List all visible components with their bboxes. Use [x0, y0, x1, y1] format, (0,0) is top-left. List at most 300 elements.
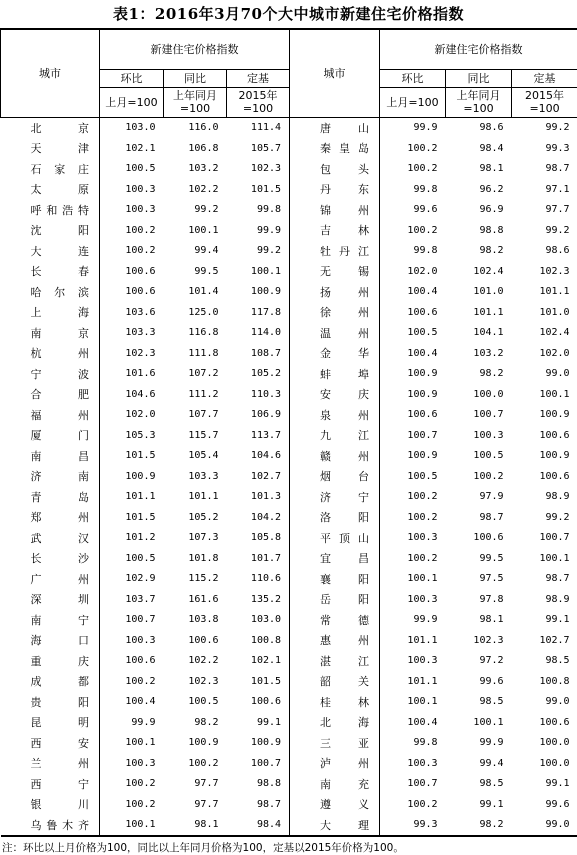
mom-value: 100.9 — [380, 384, 446, 405]
yoy-value: 98.2 — [446, 815, 512, 837]
yoy-value: 97.2 — [446, 651, 512, 672]
city-name: 石家庄 — [1, 159, 100, 180]
fixed-base-value: 111.4 — [227, 117, 290, 138]
mom-value: 100.4 — [100, 692, 164, 713]
yoy-value: 101.1 — [446, 302, 512, 323]
fixed-base-value: 100.6 — [512, 712, 577, 733]
fixed-base-value: 99.2 — [512, 507, 577, 528]
yoy-value: 100.2 — [446, 466, 512, 487]
mom-base-right: 上月=100 — [380, 87, 446, 117]
table-row — [1, 323, 577, 344]
mom-value: 101.5 — [100, 507, 164, 528]
fixed-base-value: 100.1 — [227, 261, 290, 282]
yoy-value: 99.2 — [164, 200, 227, 221]
yoy-value: 115.2 — [164, 569, 227, 590]
table-row — [1, 712, 577, 733]
yoy-value: 99.5 — [164, 261, 227, 282]
fixed-base-value: 97.1 — [512, 179, 577, 200]
mom-value: 101.1 — [380, 630, 446, 651]
fixed-base-value: 101.7 — [227, 548, 290, 569]
city-name: 昆明 — [1, 712, 100, 733]
yoy-value: 98.8 — [446, 220, 512, 241]
yoy-value: 103.8 — [164, 610, 227, 631]
city-name: 长春 — [1, 261, 100, 282]
mom-value: 100.7 — [100, 610, 164, 631]
table-row — [1, 302, 577, 323]
fixed-base-base-right: 2015年=100 — [512, 87, 577, 117]
mom-value: 100.3 — [380, 528, 446, 549]
mom-value: 100.4 — [380, 343, 446, 364]
mom-value: 100.3 — [100, 753, 164, 774]
fixed-base-value: 100.9 — [227, 282, 290, 303]
mom-value: 100.5 — [380, 323, 446, 344]
city-name: 泸州 — [290, 753, 380, 774]
mom-value: 103.0 — [100, 117, 164, 138]
mom-value: 103.6 — [100, 302, 164, 323]
mom-value: 100.3 — [380, 651, 446, 672]
fixed-base-value: 100.1 — [512, 384, 577, 405]
yoy-value: 107.7 — [164, 405, 227, 426]
fixed-base-value: 105.8 — [227, 528, 290, 549]
table-row — [1, 261, 577, 282]
mom-value: 102.1 — [100, 138, 164, 159]
fixed-base-value: 100.8 — [512, 671, 577, 692]
yoy-value: 100.6 — [164, 630, 227, 651]
city-name: 无锡 — [290, 261, 380, 282]
yoy-value: 98.1 — [446, 159, 512, 180]
yoy-value: 99.6 — [446, 671, 512, 692]
mom-value: 99.9 — [380, 610, 446, 631]
mom-value: 99.9 — [380, 117, 446, 138]
mom-value: 100.5 — [100, 159, 164, 180]
city-name: 蚌埠 — [290, 364, 380, 385]
table-row — [1, 220, 577, 241]
mom-value: 100.2 — [380, 507, 446, 528]
city-name: 湛江 — [290, 651, 380, 672]
city-name: 大连 — [1, 241, 100, 262]
mom-value: 100.3 — [100, 630, 164, 651]
yoy-value: 97.5 — [446, 569, 512, 590]
yoy-value: 98.2 — [164, 712, 227, 733]
mom-value: 100.1 — [380, 692, 446, 713]
fixed-base-value: 102.1 — [227, 651, 290, 672]
city-name: 韶关 — [290, 671, 380, 692]
mom-value: 100.5 — [100, 548, 164, 569]
mom-header-right: 环比 — [380, 69, 446, 87]
fixed-base-value: 103.0 — [227, 610, 290, 631]
fixed-base-value: 101.0 — [512, 302, 577, 323]
yoy-value: 101.0 — [446, 282, 512, 303]
city-name: 郑州 — [1, 507, 100, 528]
mom-value: 100.3 — [380, 753, 446, 774]
table-row — [1, 487, 577, 508]
fixed-base-value: 108.7 — [227, 343, 290, 364]
mom-value: 100.6 — [380, 302, 446, 323]
city-name: 西安 — [1, 733, 100, 754]
mom-value: 100.4 — [380, 712, 446, 733]
mom-value: 102.9 — [100, 569, 164, 590]
city-name: 太原 — [1, 179, 100, 200]
yoy-value: 107.3 — [164, 528, 227, 549]
yoy-value: 98.5 — [446, 774, 512, 795]
mom-value: 103.7 — [100, 589, 164, 610]
table-row — [1, 364, 577, 385]
yoy-value: 97.8 — [446, 589, 512, 610]
city-name: 兰州 — [1, 753, 100, 774]
footnote: 注：环比以上月价格为100，同比以上年同月价格为100，定基以2015年价格为100。 — [0, 840, 577, 855]
yoy-value: 100.2 — [164, 753, 227, 774]
fixed-base-value: 100.0 — [512, 753, 577, 774]
table-row — [1, 569, 577, 590]
fixed-base-value: 100.7 — [227, 753, 290, 774]
table-row — [1, 159, 577, 180]
city-name: 烟台 — [290, 466, 380, 487]
yoy-value: 102.2 — [164, 179, 227, 200]
city-name: 吉林 — [290, 220, 380, 241]
fixed-base-header-left: 定基 — [227, 69, 290, 87]
city-name: 大理 — [290, 815, 380, 837]
table-row — [1, 733, 577, 754]
fixed-base-value: 135.2 — [227, 589, 290, 610]
mom-value: 99.8 — [380, 733, 446, 754]
mom-value: 100.7 — [380, 425, 446, 446]
table-row — [1, 425, 577, 446]
mom-value: 100.5 — [380, 466, 446, 487]
yoy-value: 101.8 — [164, 548, 227, 569]
yoy-value: 98.2 — [446, 241, 512, 262]
city-name: 唐山 — [290, 117, 380, 138]
fixed-base-value: 98.9 — [512, 487, 577, 508]
table-row — [1, 384, 577, 405]
yoy-value: 99.4 — [164, 241, 227, 262]
city-name: 哈尔滨 — [1, 282, 100, 303]
mom-value: 100.9 — [100, 466, 164, 487]
yoy-value: 101.1 — [164, 487, 227, 508]
mom-value: 101.1 — [100, 487, 164, 508]
yoy-value: 104.1 — [446, 323, 512, 344]
city-name: 深圳 — [1, 589, 100, 610]
table-row — [1, 446, 577, 467]
fixed-base-value: 100.6 — [512, 425, 577, 446]
table-row — [1, 589, 577, 610]
yoy-value: 103.2 — [446, 343, 512, 364]
city-name: 乌鲁木齐 — [1, 815, 100, 837]
city-name: 天津 — [1, 138, 100, 159]
mom-value: 100.9 — [380, 364, 446, 385]
fixed-base-value: 105.2 — [227, 364, 290, 385]
fixed-base-value: 102.7 — [512, 630, 577, 651]
table-row — [1, 466, 577, 487]
table-row — [1, 671, 577, 692]
fixed-base-value: 102.0 — [512, 343, 577, 364]
fixed-base-value: 99.2 — [512, 117, 577, 138]
fixed-base-value: 117.8 — [227, 302, 290, 323]
table-row — [1, 630, 577, 651]
yoy-value: 116.8 — [164, 323, 227, 344]
city-name: 呼和浩特 — [1, 200, 100, 221]
yoy-value: 101.4 — [164, 282, 227, 303]
mom-value: 100.2 — [380, 138, 446, 159]
city-name: 广州 — [1, 569, 100, 590]
fixed-base-value: 102.7 — [227, 466, 290, 487]
yoy-value: 98.1 — [164, 815, 227, 837]
fixed-base-value: 99.0 — [512, 815, 577, 837]
yoy-value: 103.2 — [164, 159, 227, 180]
yoy-value: 98.6 — [446, 117, 512, 138]
table-row — [1, 200, 577, 221]
fixed-base-value: 100.0 — [512, 733, 577, 754]
yoy-value: 98.1 — [446, 610, 512, 631]
city-name: 武汉 — [1, 528, 100, 549]
table-row — [1, 794, 577, 815]
table-row — [1, 507, 577, 528]
fixed-base-value: 99.0 — [512, 692, 577, 713]
fixed-base-value: 99.6 — [512, 794, 577, 815]
city-column-header-left: 城市 — [1, 29, 100, 117]
city-name: 南宁 — [1, 610, 100, 631]
fixed-base-value: 104.2 — [227, 507, 290, 528]
fixed-base-value: 98.7 — [227, 794, 290, 815]
yoy-value: 102.2 — [164, 651, 227, 672]
table-row — [1, 651, 577, 672]
city-name: 南充 — [290, 774, 380, 795]
yoy-value: 100.1 — [164, 220, 227, 241]
city-name: 温州 — [290, 323, 380, 344]
yoy-value: 100.6 — [446, 528, 512, 549]
city-name: 南昌 — [1, 446, 100, 467]
yoy-value: 111.2 — [164, 384, 227, 405]
city-name: 重庆 — [1, 651, 100, 672]
yoy-value: 98.2 — [446, 364, 512, 385]
city-name: 牡丹江 — [290, 241, 380, 262]
table-row — [1, 815, 577, 837]
table-row — [1, 241, 577, 262]
mom-value: 100.3 — [100, 179, 164, 200]
yoy-value: 99.5 — [446, 548, 512, 569]
table-row — [1, 405, 577, 426]
table-row — [1, 138, 577, 159]
yoy-value: 97.9 — [446, 487, 512, 508]
mom-value: 100.2 — [100, 794, 164, 815]
mom-value: 99.6 — [380, 200, 446, 221]
fixed-base-value: 100.8 — [227, 630, 290, 651]
mom-value: 100.9 — [380, 446, 446, 467]
city-name: 常德 — [290, 610, 380, 631]
city-name: 北海 — [290, 712, 380, 733]
mom-value: 100.2 — [100, 241, 164, 262]
yoy-value: 161.6 — [164, 589, 227, 610]
fixed-base-value: 98.7 — [512, 569, 577, 590]
table-row — [1, 548, 577, 569]
yoy-value: 116.0 — [164, 117, 227, 138]
city-name: 秦皇岛 — [290, 138, 380, 159]
mom-value: 100.2 — [380, 794, 446, 815]
table-title: 表1：2016年3月70个大中城市新建住宅价格指数 — [0, 0, 577, 28]
city-name: 济宁 — [290, 487, 380, 508]
table-body — [1, 117, 577, 836]
mom-value: 102.3 — [100, 343, 164, 364]
city-name: 宜昌 — [290, 548, 380, 569]
fixed-base-value: 99.3 — [512, 138, 577, 159]
yoy-value: 99.9 — [446, 733, 512, 754]
mom-value: 100.2 — [100, 774, 164, 795]
yoy-value: 100.1 — [446, 712, 512, 733]
mom-value: 100.2 — [100, 220, 164, 241]
city-name: 锦州 — [290, 200, 380, 221]
city-name: 桂林 — [290, 692, 380, 713]
fixed-base-value: 110.3 — [227, 384, 290, 405]
yoy-value: 99.4 — [446, 753, 512, 774]
fixed-base-value: 99.0 — [512, 364, 577, 385]
fixed-base-value: 97.7 — [512, 200, 577, 221]
city-name: 南京 — [1, 323, 100, 344]
mom-value: 102.0 — [100, 405, 164, 426]
mom-value: 99.8 — [380, 241, 446, 262]
yoy-value: 111.8 — [164, 343, 227, 364]
mom-value: 100.2 — [380, 159, 446, 180]
mom-value: 100.1 — [100, 733, 164, 754]
city-name: 九江 — [290, 425, 380, 446]
mom-value: 101.2 — [100, 528, 164, 549]
city-name: 赣州 — [290, 446, 380, 467]
fixed-base-value: 104.6 — [227, 446, 290, 467]
city-name: 青岛 — [1, 487, 100, 508]
fixed-base-value: 99.1 — [227, 712, 290, 733]
fixed-base-value: 98.9 — [512, 589, 577, 610]
mom-value: 100.1 — [380, 569, 446, 590]
fixed-base-value: 99.2 — [227, 241, 290, 262]
yoy-value: 96.2 — [446, 179, 512, 200]
mom-value: 100.3 — [380, 589, 446, 610]
yoy-value: 97.7 — [164, 794, 227, 815]
city-name: 长沙 — [1, 548, 100, 569]
fixed-base-value: 99.8 — [227, 200, 290, 221]
mom-value: 100.7 — [380, 774, 446, 795]
yoy-value: 100.5 — [164, 692, 227, 713]
table-row — [1, 774, 577, 795]
table-row — [1, 692, 577, 713]
city-name: 岳阳 — [290, 589, 380, 610]
fixed-base-value: 102.4 — [512, 323, 577, 344]
table-row — [1, 753, 577, 774]
index-group-header-left: 新建住宅价格指数 — [100, 29, 290, 69]
fixed-base-value: 99.9 — [227, 220, 290, 241]
city-name: 济南 — [1, 466, 100, 487]
city-column-header-right: 城市 — [290, 29, 380, 117]
city-name: 西宁 — [1, 774, 100, 795]
fixed-base-value: 100.1 — [512, 548, 577, 569]
fixed-base-value: 98.4 — [227, 815, 290, 837]
city-name: 沈阳 — [1, 220, 100, 241]
mom-header-left: 环比 — [100, 69, 164, 87]
city-name: 福州 — [1, 405, 100, 426]
yoy-base-left: 上年同月=100 — [164, 87, 227, 117]
fixed-base-value: 102.3 — [227, 159, 290, 180]
mom-value: 101.6 — [100, 364, 164, 385]
yoy-value: 100.7 — [446, 405, 512, 426]
yoy-header-left: 同比 — [164, 69, 227, 87]
city-name: 安庆 — [290, 384, 380, 405]
fixed-base-value: 98.8 — [227, 774, 290, 795]
mom-value: 99.8 — [380, 179, 446, 200]
fixed-base-value: 114.0 — [227, 323, 290, 344]
fixed-base-value: 98.7 — [512, 159, 577, 180]
yoy-value: 105.2 — [164, 507, 227, 528]
yoy-value: 97.7 — [164, 774, 227, 795]
mom-value: 100.6 — [380, 405, 446, 426]
mom-value: 100.6 — [100, 261, 164, 282]
city-name: 厦门 — [1, 425, 100, 446]
yoy-base-right: 上年同月=100 — [446, 87, 512, 117]
fixed-base-value: 101.3 — [227, 487, 290, 508]
table-row — [1, 610, 577, 631]
mom-value: 100.2 — [100, 671, 164, 692]
mom-value: 99.3 — [380, 815, 446, 837]
fixed-base-value: 98.6 — [512, 241, 577, 262]
city-name: 北京 — [1, 117, 100, 138]
fixed-base-value: 101.5 — [227, 671, 290, 692]
city-name: 泉州 — [290, 405, 380, 426]
fixed-base-value: 101.1 — [512, 282, 577, 303]
mom-value: 99.9 — [100, 712, 164, 733]
mom-value: 100.2 — [380, 487, 446, 508]
city-name: 包头 — [290, 159, 380, 180]
city-name: 贵阳 — [1, 692, 100, 713]
mom-base-left: 上月=100 — [100, 87, 164, 117]
mom-value: 100.2 — [380, 220, 446, 241]
yoy-value: 96.9 — [446, 200, 512, 221]
fixed-base-value: 102.3 — [512, 261, 577, 282]
mom-value: 100.6 — [100, 651, 164, 672]
city-name: 遵义 — [290, 794, 380, 815]
table-row — [1, 179, 577, 200]
yoy-value: 106.8 — [164, 138, 227, 159]
city-name: 扬州 — [290, 282, 380, 303]
fixed-base-value: 100.9 — [227, 733, 290, 754]
yoy-value: 125.0 — [164, 302, 227, 323]
yoy-value: 102.3 — [446, 630, 512, 651]
city-name: 成都 — [1, 671, 100, 692]
city-name: 杭州 — [1, 343, 100, 364]
city-name: 银川 — [1, 794, 100, 815]
city-name: 丹东 — [290, 179, 380, 200]
mom-value: 103.3 — [100, 323, 164, 344]
yoy-value: 99.1 — [446, 794, 512, 815]
mom-value: 100.2 — [380, 548, 446, 569]
yoy-header-right: 同比 — [446, 69, 512, 87]
fixed-base-value: 100.9 — [512, 446, 577, 467]
city-name: 上海 — [1, 302, 100, 323]
yoy-value: 100.0 — [446, 384, 512, 405]
mom-value: 105.3 — [100, 425, 164, 446]
mom-value: 102.0 — [380, 261, 446, 282]
price-index-table — [0, 28, 577, 837]
mom-value: 101.1 — [380, 671, 446, 692]
fixed-base-value: 98.5 — [512, 651, 577, 672]
index-group-header-right: 新建住宅价格指数 — [380, 29, 577, 69]
fixed-base-value: 99.1 — [512, 610, 577, 631]
fixed-base-header-right: 定基 — [512, 69, 577, 87]
fixed-base-value: 106.9 — [227, 405, 290, 426]
fixed-base-value: 99.1 — [512, 774, 577, 795]
fixed-base-value: 100.7 — [512, 528, 577, 549]
mom-value: 100.1 — [100, 815, 164, 837]
mom-value: 100.6 — [100, 282, 164, 303]
city-name: 三亚 — [290, 733, 380, 754]
city-name: 宁波 — [1, 364, 100, 385]
mom-value: 100.4 — [380, 282, 446, 303]
yoy-value: 107.2 — [164, 364, 227, 385]
